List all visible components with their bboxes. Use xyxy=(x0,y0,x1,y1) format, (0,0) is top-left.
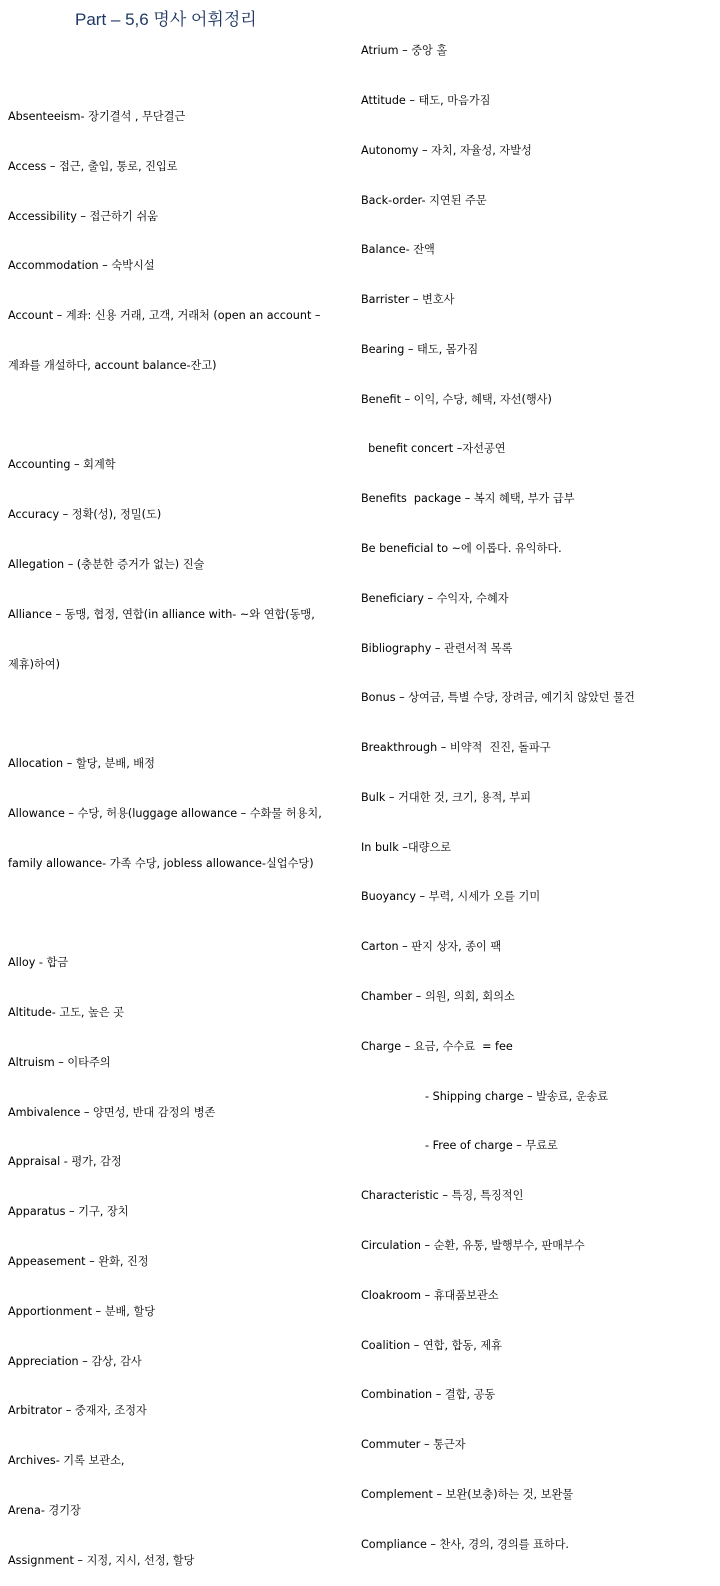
vocab-entry: Chamber – 의원, 의회, 회의소 xyxy=(361,990,515,1004)
vocab-entry: Account – 계좌: 신용 거래, 고객, 거래처 (open an account – xyxy=(8,309,321,323)
vocab-entry: - Free of charge – 무료로 xyxy=(361,1139,558,1153)
vocab-entry: Accommodation – 숙박시설 xyxy=(8,259,155,273)
vocab-entry xyxy=(8,59,364,76)
vocab-entry: Commuter – 통근자 xyxy=(361,1438,466,1452)
vocab-entry: Allowance – 수당, 허용(luggage allowance – 수화물 허용치, xyxy=(8,806,322,820)
vocab-entry: Ambivalence – 양면성, 반대 감정의 병존 xyxy=(8,1105,216,1119)
vocab-entry xyxy=(8,408,364,425)
vocab-entry: Coalition – 연합, 합동, 제휴 xyxy=(361,1338,502,1352)
vocab-entry: Alliance – 동맹, 협정, 연합(in alliance with- ~와 연합(동맹, xyxy=(8,607,315,621)
vocab-entry: In bulk –대량으로 xyxy=(361,840,452,854)
vocab-entry: Bonus – 상여금, 특별 수당, 장려금, 예기치 않았던 물건 xyxy=(361,691,635,705)
vocab-entry: Appraisal - 평가, 감정 xyxy=(8,1155,122,1169)
vocab-entry: Altruism – 이타주의 xyxy=(8,1055,111,1069)
slide-title: Part – 5,6 명사 어휘정리 xyxy=(75,10,257,29)
vocab-entry xyxy=(8,905,364,922)
vocab-entry: Altitude- 고도, 높은 곳 xyxy=(8,1006,125,1020)
vocab-entry: Barrister – 변호사 xyxy=(361,293,455,307)
vocab-entry: family allowance- 가족 수당, jobless allowance-실업수당) xyxy=(8,856,314,870)
vocab-entry: Benefit – 이익, 수당, 혜택, 자선(행사) xyxy=(361,392,552,406)
vocab-entry: Arena- 경기장 xyxy=(8,1503,81,1517)
vocab-entry: Compliance – 찬사, 경의, 경의를 표하다. xyxy=(361,1537,569,1551)
vocab-entry: Back-order- 지연된 주문 xyxy=(361,193,487,207)
vocab-entry: Accessibility – 접근하기 쉬움 xyxy=(8,209,158,223)
vocab-entry: Bearing – 태도, 몸가짐 xyxy=(361,342,479,356)
vocab-entry: Cloakroom – 휴대품보관소 xyxy=(361,1288,499,1302)
vocab-entry: Carton – 판지 상자, 종이 팩 xyxy=(361,940,502,954)
vocab-entry: Be beneficial to ~에 이롭다. 유익하다. xyxy=(361,542,562,555)
vocab-entry: Assignment – 지정, 지시, 선정, 할당 xyxy=(8,1553,195,1567)
vocab-entry: Attitude – 태도, 마음가짐 xyxy=(361,93,491,107)
vocab-entry: - Shipping charge – 발송료, 운송료 xyxy=(361,1089,609,1103)
vocab-entry: Appeasement – 완화, 진정 xyxy=(8,1254,149,1268)
vocab-entry: Circulation – 순환, 유통, 발행부수, 판매부수 xyxy=(361,1238,585,1252)
vocab-entry: Charge – 요금, 수수료 = fee xyxy=(361,1039,513,1053)
vocab-entry: Arbitrator – 중재자, 조정자 xyxy=(8,1404,147,1418)
vocab-entry: Breakthrough – 비약적 진진, 돌파구 xyxy=(361,741,551,755)
vocab-entry: Benefits package – 복지 혜택, 부가 급부 xyxy=(361,492,575,506)
vocab-entry: Bulk – 거대한 것, 크기, 용적, 부피 xyxy=(361,790,532,804)
vocab-entry: Absenteeism- 장기결석 , 무단결근 xyxy=(8,109,186,123)
vocab-entry: Balance- 잔액 xyxy=(361,243,435,257)
vocab-entry: benefit concert –자선공연 xyxy=(361,442,506,456)
vocab-entry: Bibliography – 관련서적 목록 xyxy=(361,641,513,655)
vocab-entry: Atrium – 중앙 홀 xyxy=(361,44,448,58)
vocab-entry: Apportionment – 분배, 할당 xyxy=(8,1304,156,1318)
vocab-entry: Allocation – 할당, 분배, 배정 xyxy=(8,757,155,771)
vocab-entry xyxy=(8,706,364,723)
vocab-entry: Combination – 결합, 공동 xyxy=(361,1388,496,1402)
vocab-entry: Autonomy – 자치, 자율성, 자발성 xyxy=(361,143,532,157)
vocab-entry: Buoyancy – 부력, 시세가 오를 기미 xyxy=(361,890,541,904)
vocab-entry: Beneficiary – 수익자, 수혜자 xyxy=(361,591,509,605)
vocab-entry: Characteristic – 특징, 특징적인 xyxy=(361,1189,524,1203)
vocabulary-list-right xyxy=(361,10,719,1570)
vocab-entry: Alloy - 합금 xyxy=(8,956,69,970)
vocab-entry: 제휴)하여) xyxy=(8,657,60,671)
vocab-entry: Allegation – (충분한 증거가 없는) 진술 xyxy=(8,558,205,571)
vocab-entry: Accuracy – 정확(성), 정밀(도) xyxy=(8,508,162,522)
vocab-entry: Access – 접근, 출입, 통로, 진입로 xyxy=(8,159,178,173)
vocab-entry: Appreciation – 감상, 감사 xyxy=(8,1354,142,1368)
vocab-entry: 계좌를 개설하다, account balance-잔고) xyxy=(8,358,217,372)
vocabulary-list-left xyxy=(8,26,364,1586)
vocab-entry: Accounting – 회계학 xyxy=(8,458,116,472)
vocab-entry: Complement – 보완(보충)하는 것, 보완물 xyxy=(361,1487,574,1501)
vocab-entry: Archives- 기록 보관소, xyxy=(8,1454,125,1468)
vocab-entry: Apparatus – 기구, 장치 xyxy=(8,1205,129,1219)
